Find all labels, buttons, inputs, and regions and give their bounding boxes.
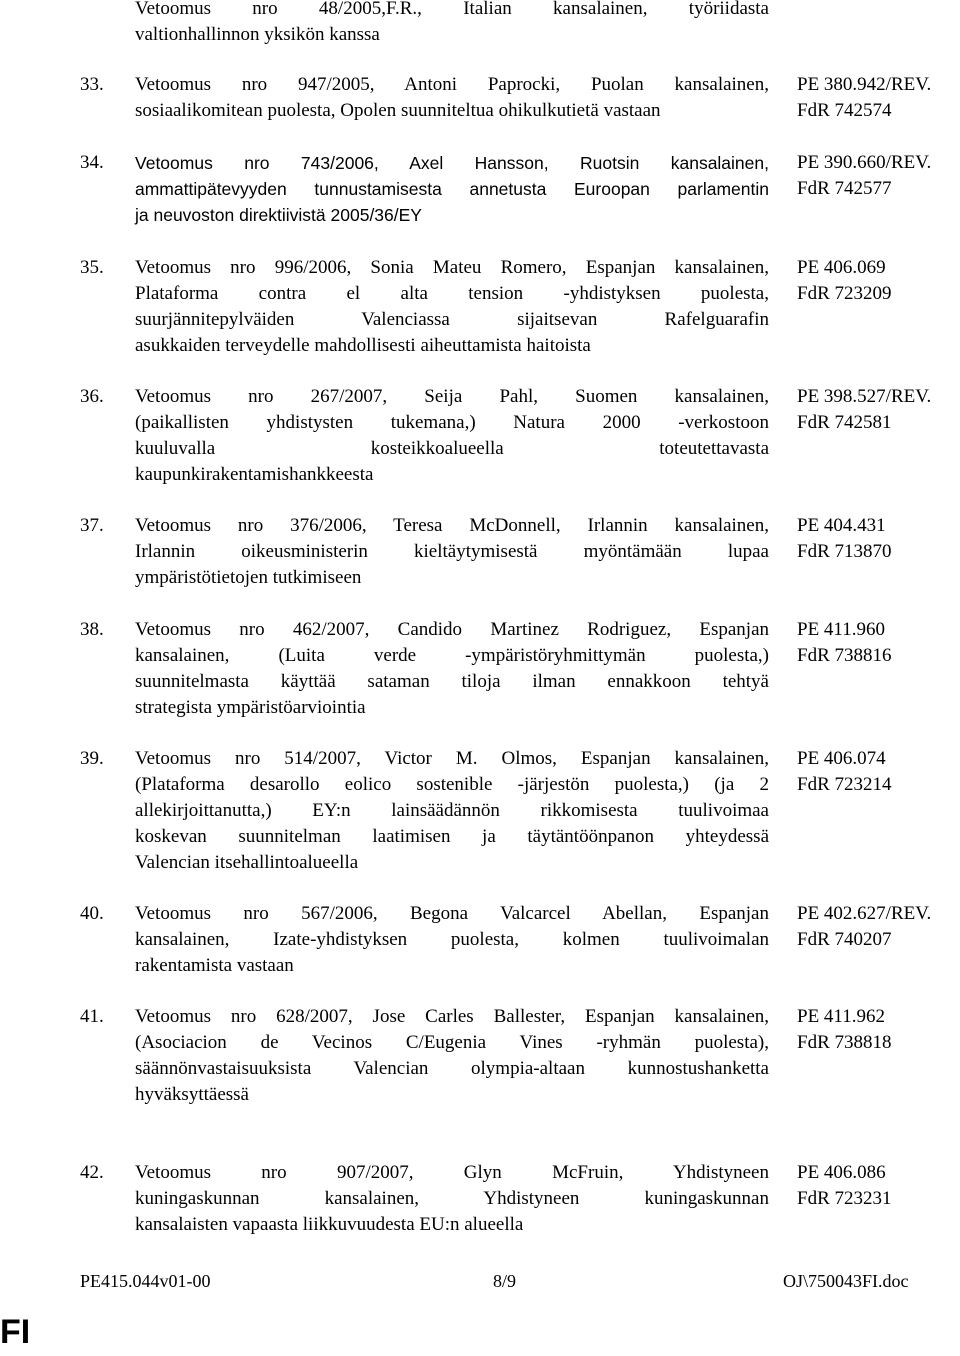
- pe-reference: PE 398.527/REV.: [797, 386, 932, 407]
- text-line: Vetoomus nro 376/2006, Teresa McDonnell, Irlannin kansalainen,: [135, 515, 769, 536]
- petition-description: [135, 72, 769, 124]
- footer-document-reference: PE415.044v01-00: [80, 1271, 211, 1291]
- text-line: Vetoomus nro 462/2007, Candido Martinez Rodriguez, Espanjan: [135, 619, 769, 640]
- petition-description: [135, 255, 769, 359]
- text-line: hyväksyttäessä: [135, 1084, 249, 1105]
- petition-number: 41.: [80, 1006, 104, 1027]
- petition-number: 34.: [80, 152, 104, 173]
- text-line: Vetoomus nro 907/2007, Glyn McFruin, Yhdistyneen: [135, 1162, 769, 1183]
- text-line: säännönvastaisuuksista Valencian olympia-altaan kunnostushanketta: [135, 1058, 769, 1079]
- petition-number: 35.: [80, 257, 104, 278]
- petition-number: 42.: [80, 1162, 104, 1183]
- fdr-reference: FdR 740207: [797, 929, 892, 950]
- text-line: kuningaskunnan kansalainen, Yhdistyneen kuningaskunnan: [135, 1188, 769, 1209]
- pe-reference: PE 406.086: [797, 1162, 886, 1183]
- text-line: (Asociacion de Vecinos C/Eugenia Vines -ryhmän puolesta),: [135, 1032, 769, 1053]
- text-line: kuuluvalla kosteikkoalueella toteutettavasta: [135, 438, 769, 459]
- text-line: asukkaiden terveydelle mahdollisesti aiheuttamista haitoista: [135, 335, 591, 356]
- text-line: Vetoomus nro 514/2007, Victor M. Olmos, Espanjan kansalainen,: [135, 748, 769, 769]
- text-line: ympäristötietojen tutkimiseen: [135, 567, 362, 588]
- petition-reference: [797, 1004, 892, 1056]
- petition-reference: [797, 255, 892, 307]
- text-line: allekirjoittanutta,) EY:n lainsäädännön rikkomisesta tuulivoimaa: [135, 800, 769, 821]
- petition-description: [135, 1004, 769, 1108]
- fdr-reference: FdR 713870: [797, 541, 892, 562]
- fdr-reference: FdR 723231: [797, 1188, 892, 1209]
- petition-description: [135, 150, 769, 228]
- petition-description: [135, 384, 769, 488]
- text-line: Plataforma contra el alta tension -yhdistyksen puolesta,: [135, 283, 769, 304]
- petition-reference: [797, 1160, 892, 1212]
- continued-petition-text: [135, 0, 769, 48]
- petition-number: 33.: [80, 74, 104, 95]
- fdr-reference: FdR 723214: [797, 774, 892, 795]
- petition-description: [135, 746, 769, 876]
- text-line: Vetoomus nro 743/2006, Axel Hansson, Ruotsin kansalainen,: [135, 153, 769, 173]
- text-line: Vetoomus nro 628/2007, Jose Carles Ballester, Espanjan kansalainen,: [135, 1006, 769, 1027]
- text-line: (paikallisten yhdistysten tukemana,) Natura 2000 -verkostoon: [135, 412, 769, 433]
- petition-reference: [797, 513, 892, 565]
- petition-number: 38.: [80, 619, 104, 640]
- petition-description: [135, 513, 769, 591]
- text-line: Vetoomus nro 947/2005, Antoni Paprocki, Puolan kansalainen,: [135, 74, 769, 95]
- fdr-reference: FdR 738816: [797, 645, 892, 666]
- pe-reference: PE 411.962: [797, 1006, 885, 1027]
- petition-reference: [797, 901, 931, 953]
- text-line: Irlannin oikeusministerin kieltäytymisestä myöntämään lupaa: [135, 541, 769, 562]
- petition-description: [135, 617, 769, 721]
- text-line: kaupunkirakentamishankkeesta: [135, 464, 374, 485]
- fdr-reference: FdR 742577: [797, 178, 892, 199]
- text-line: kansalaisten vapaasta liikkuvuudesta EU:n alueella: [135, 1214, 524, 1235]
- footer-file-name: OJ\750043FI.doc: [783, 1271, 909, 1291]
- text-line: Vetoomus nro 567/2006, Begona Valcarcel Abellan, Espanjan: [135, 903, 769, 924]
- text-line: ammattipätevyyden tunnustamisesta annetusta Euroopan parlamentin: [135, 179, 769, 199]
- text-line: suunnitelmasta käyttää sataman tiloja ilman ennakkoon tehtyä: [135, 671, 769, 692]
- petition-reference: [797, 617, 892, 669]
- pe-reference: PE 404.431: [797, 515, 886, 536]
- fdr-reference: FdR 738818: [797, 1032, 892, 1053]
- petition-reference: [797, 384, 931, 436]
- fdr-reference: FdR 723209: [797, 283, 892, 304]
- pe-reference: PE 406.074: [797, 748, 886, 769]
- text-line: Vetoomus nro 48/2005,F.R., Italian kansalainen, työriidasta: [135, 0, 769, 19]
- text-line: kansalainen, (Luita verde -ympäristöryhmittymän puolesta,): [135, 645, 769, 666]
- petition-number: 39.: [80, 748, 104, 769]
- text-line: strategista ympäristöarviointia: [135, 697, 366, 718]
- language-code: FI: [0, 1313, 31, 1351]
- text-line: suurjännitepylväiden Valenciassa sijaitsevan Rafelguarafin: [135, 309, 769, 330]
- petition-description: [135, 901, 769, 979]
- pe-reference: PE 402.627/REV.: [797, 903, 932, 924]
- text-line: Vetoomus nro 267/2007, Seija Pahl, Suomen kansalainen,: [135, 386, 769, 407]
- pe-reference: PE 406.069: [797, 257, 886, 278]
- pe-reference: PE 411.960: [797, 619, 885, 640]
- pe-reference: PE 390.660/REV.: [797, 152, 932, 173]
- fdr-reference: FdR 742574: [797, 100, 892, 121]
- fdr-reference: FdR 742581: [797, 412, 892, 433]
- petition-reference: [797, 150, 931, 202]
- petition-description: [135, 1160, 769, 1238]
- petition-number: 36.: [80, 386, 104, 407]
- petition-number: 37.: [80, 515, 104, 536]
- petition-reference: [797, 72, 931, 124]
- text-line: kansalainen, Izate-yhdistyksen puolesta, kolmen tuulivoimalan: [135, 929, 769, 950]
- text-line: (Plataforma desarollo eolico sostenible -järjestön puolesta,) (ja 2: [135, 774, 769, 795]
- text-line: sosiaalikomitean puolesta, Opolen suunniteltua ohikulkutietä vastaan: [135, 100, 661, 121]
- text-line: Vetoomus nro 996/2006, Sonia Mateu Romero, Espanjan kansalainen,: [135, 257, 769, 278]
- text-line: koskevan suunnitelman laatimisen ja täytäntöönpanon yhteydessä: [135, 826, 769, 847]
- petition-reference: [797, 746, 892, 798]
- petition-number: 40.: [80, 903, 104, 924]
- text-line: valtionhallinnon yksikön kanssa: [135, 24, 380, 45]
- text-line: ja neuvoston direktiivistä 2005/36/EY: [135, 205, 422, 225]
- text-line: rakentamista vastaan: [135, 955, 294, 976]
- pe-reference: PE 380.942/REV.: [797, 74, 932, 95]
- footer-page-number: 8/9: [493, 1271, 517, 1291]
- text-line: Valencian itsehallintoalueella: [135, 852, 359, 873]
